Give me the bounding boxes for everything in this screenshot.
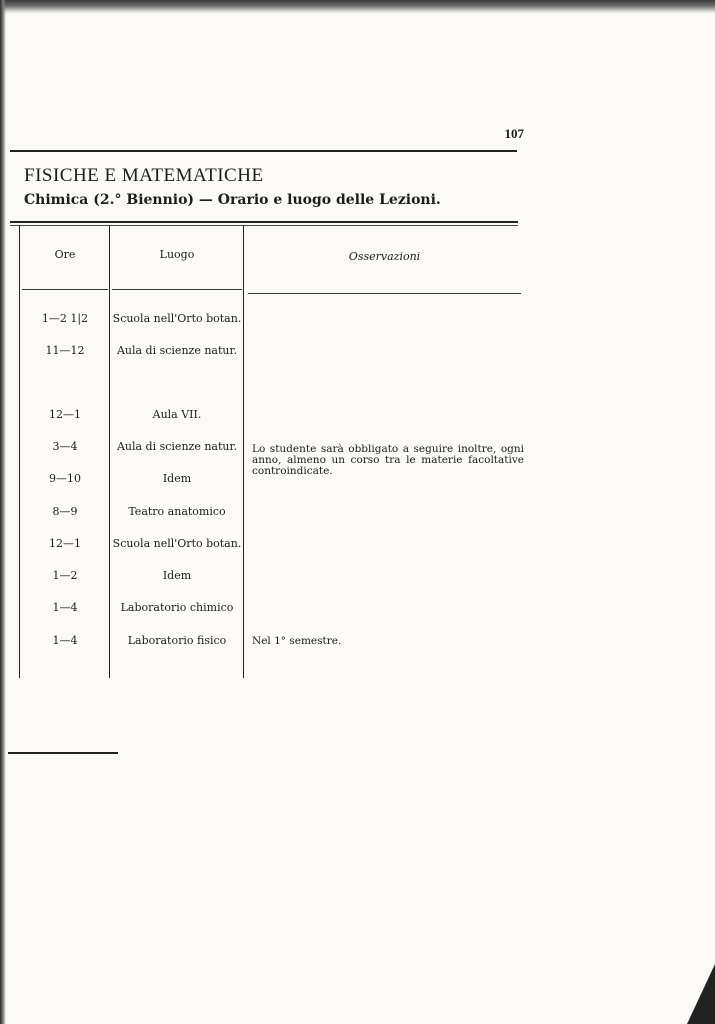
row-luogo: Laboratorio chimico bbox=[120, 601, 234, 614]
row-ore: 3—4 bbox=[52, 440, 78, 453]
row-ore: 9—10 bbox=[49, 472, 81, 485]
section-title: FISICHE E MATEMATICHE bbox=[24, 165, 264, 186]
column-divider-luogo bbox=[243, 226, 244, 678]
column-divider-ore bbox=[109, 226, 110, 678]
row-luogo: Aula di scienze natur. bbox=[116, 344, 238, 357]
row-ore: 1—2 1|2 bbox=[41, 312, 89, 325]
table-left-border bbox=[19, 226, 20, 678]
scan-edge-top bbox=[0, 0, 715, 14]
row-luogo: Laboratorio fisico bbox=[127, 634, 227, 647]
row-ore: 1—2 bbox=[52, 569, 78, 582]
header-rule-ore bbox=[22, 289, 108, 290]
row-ore: 8—9 bbox=[52, 505, 78, 518]
row-luogo: Idem bbox=[162, 569, 192, 582]
header-luogo: Luogo bbox=[159, 248, 195, 261]
row-luogo: Scuola nell'Orto botan. bbox=[112, 537, 242, 550]
scan-edge-left bbox=[0, 0, 6, 1024]
row-ore: 1—4 bbox=[52, 634, 78, 647]
row-ore: 12—1 bbox=[49, 537, 81, 550]
table-top-rule-thin bbox=[10, 225, 518, 226]
row-luogo: Idem bbox=[162, 472, 192, 485]
note-obbligo: Lo studente sarà obbligato a seguire inoltre, ogni anno, almeno un corso tra le materie facoltative controindicate. bbox=[252, 443, 524, 477]
header-osservazioni: Osservazioni bbox=[348, 250, 421, 263]
row-ore: 11—12 bbox=[45, 344, 85, 357]
header-rule-osservazioni bbox=[248, 293, 521, 294]
row-luogo: Aula di scienze natur. bbox=[116, 440, 238, 453]
footer-rule bbox=[8, 752, 118, 754]
note-semestre: Nel 1° semestre. bbox=[252, 635, 342, 647]
row-ore: 1—4 bbox=[52, 601, 78, 614]
header-ore: Ore bbox=[54, 248, 76, 261]
header-rule-luogo bbox=[112, 289, 242, 290]
table-top-rule bbox=[10, 221, 518, 223]
page-subtitle: Chimica (2.° Biennio) — Orario e luogo delle Lezioni. bbox=[24, 192, 441, 208]
row-luogo: Teatro anatomico bbox=[128, 505, 226, 518]
row-luogo: Scuola nell'Orto botan. bbox=[112, 312, 242, 325]
row-ore: 12—1 bbox=[49, 408, 81, 421]
scan-corner bbox=[687, 964, 715, 1024]
header-rule bbox=[10, 150, 517, 152]
page-number: 107 bbox=[504, 126, 524, 141]
row-luogo: Aula VII. bbox=[152, 408, 202, 421]
